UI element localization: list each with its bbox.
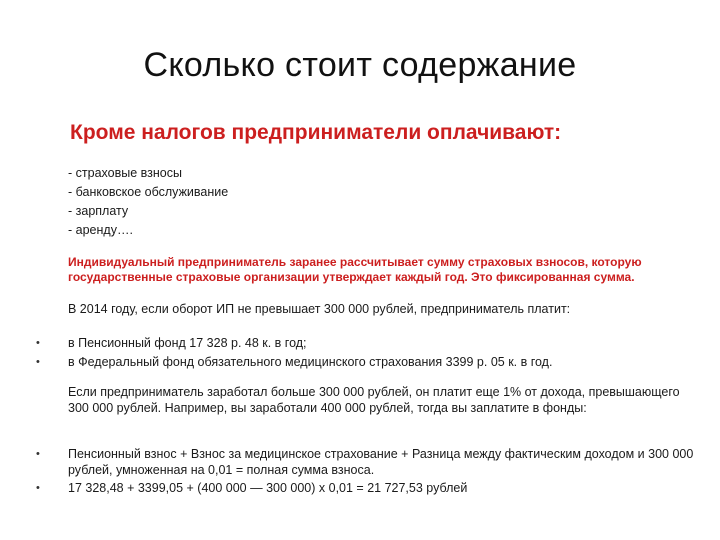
bullet-text: в Федеральный фонд обязательного медицинского страхования 3399 р. 05 к. в год. xyxy=(68,354,553,369)
bullet-item xyxy=(36,447,696,478)
bullet-item xyxy=(36,336,696,352)
list-item: - банковское обслуживание xyxy=(68,185,229,199)
bullet-icon: • xyxy=(36,355,40,368)
bullet-text: Пенсионный взнос + Взнос за медицинское страхование + Разница между фактическим доходом и 300 000 рублей, умноженная на 0,01 = полная сумма взноса. xyxy=(68,447,694,477)
bullet-text: 17 328,48 + 3399,05 + (400 000 — 300 000) х 0,01 = 21 727,53 рублей xyxy=(68,481,468,495)
bullet-list-calculation xyxy=(36,447,696,500)
bullet-icon: • xyxy=(36,448,40,460)
list-item: - страховые взносы xyxy=(68,166,182,180)
bullet-icon: • xyxy=(36,482,40,494)
bullet-list-fees xyxy=(36,336,696,373)
slide-title: Сколько стоит содержание xyxy=(143,46,577,84)
list-item: - зарплату xyxy=(68,204,129,218)
expenses-list xyxy=(68,164,228,240)
bullet-item xyxy=(36,355,696,371)
highlight-note: Индивидуальный предприниматель заранее рассчитывает сумму страховых взносов, которую государственные страховые организации утверждает каждый год. Это фиксированная сумма. xyxy=(68,255,642,284)
bullet-item xyxy=(36,481,696,497)
slide-subtitle: Кроме налогов предприниматели оплачивают: xyxy=(70,121,562,144)
paragraph-over-limit: Если предприниматель заработал больше 300 000 рублей, он платит еще 1% от дохода, превышающего 300 000 рублей. Например, вы заработали 400 000 рублей, тогда вы заплатите в фонды: xyxy=(68,385,680,415)
bullet-icon: • xyxy=(36,337,40,349)
bullet-text: в Пенсионный фонд 17 328 р. 48 к. в год; xyxy=(68,336,307,350)
paragraph-2014: В 2014 году, если оборот ИП не превышает 300 000 рублей, предприниматель платит: xyxy=(68,302,571,316)
list-item: - аренду…. xyxy=(68,223,133,237)
